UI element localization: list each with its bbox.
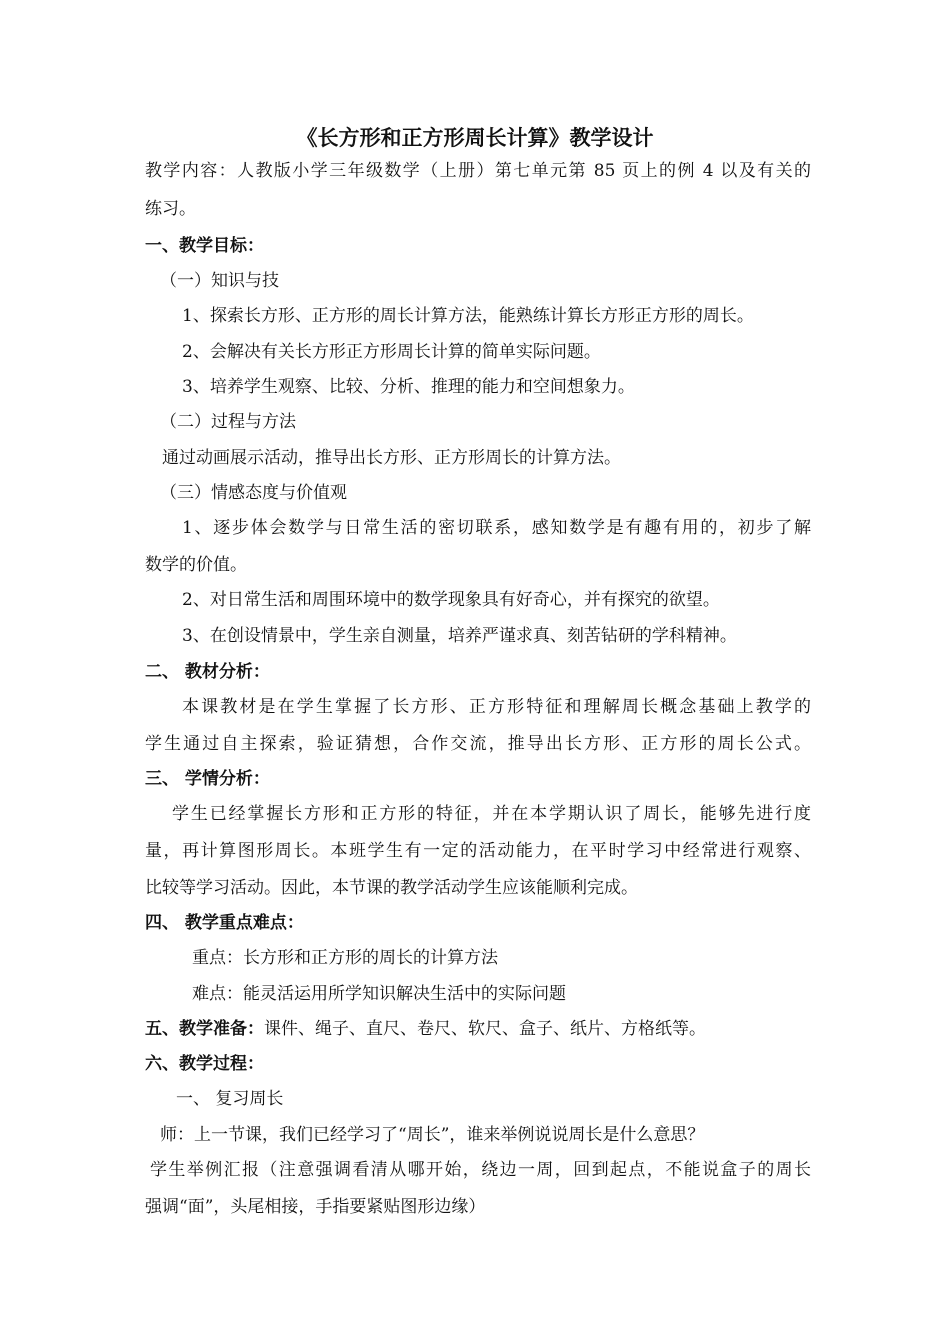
attitude-item-1-line-1: 1、逐步体会数学与日常生活的密切联系，感知数学是有趣有用的，初步了解 [182,518,811,538]
preparation-line [145,1017,811,1041]
process-step-1: 一、 复习周长 [176,1089,284,1109]
subsection-attitude: （三）情感态度与价值观 [160,483,347,503]
students-line-1: 学生已经掌握长方形和正方形的特征，并在本学期认识了周长，能够先进行度 [172,804,811,824]
knowledge-item-1: 1、探索长方形、正方形的周长计算方法，能熟练计算长方形正方形的周长。 [182,306,754,326]
attitude-item-1-line-2: 数学的价值。 [145,555,247,575]
document-title: 《长方形和正方形周长计算》教学设计 [296,125,654,150]
process-text: 通过动画展示活动，推导出长方形、正方形周长的计算方法。 [162,448,621,468]
student-report-line-2: 强调“面”，头尾相接，手指要紧贴图形边缘） [145,1197,486,1217]
material-line-1: 本课教材是在学生掌握了长方形、正方形特征和理解周长概念基础上教学的 [182,697,811,717]
material-line-2: 学生通过自主探索，验证猜想，合作交流，推导出长方形、正方形的周长公式。 [145,734,811,754]
attitude-item-3: 3、在创设情景中，学生亲自测量，培养严谨求真、刻苦钻研的学科精神。 [182,626,737,646]
teacher-question: 师：上一节课，我们已经学习了“周长”，谁来举例说说周长是什么意思？ [160,1125,705,1145]
content-line-1: 教学内容：人教版小学三年级数学（上册）第七单元第 85 页上的例 4 以及有关的 [145,161,811,181]
difficult-point: 难点：能灵活运用所学知识解决生活中的实际问题 [192,984,566,1004]
section-heading-objectives: 一、教学目标： [145,236,264,256]
section-heading-students: 三、 学情分析： [145,769,270,789]
subsection-process: （二）过程与方法 [160,412,296,432]
subsection-knowledge: （一）知识与技 [160,271,279,291]
section-heading-key-points: 四、 教学重点难点： [145,913,304,933]
students-line-2: 量，再计算图形周长。本班学生有一定的活动能力，在平时学习中经常进行观察、 [145,841,811,861]
content-line-2: 练习。 [145,199,196,219]
student-report-line-1: 学生举例汇报（注意强调看清从哪开始，绕边一周，回到起点，不能说盒子的周长 [150,1160,811,1180]
section-heading-process: 六、教学过程： [145,1054,264,1074]
attitude-item-2: 2、对日常生活和周围环境中的数学现象具有好奇心，并有探究的欲望。 [182,590,720,610]
preparation-text: 课件、绳子、直尺、卷尺、软尺、盒子、纸片、方格纸等。 [264,1019,706,1039]
section-heading-preparation: 五、教学准备： [145,1019,264,1039]
section-heading-material: 二、 教材分析： [145,662,270,682]
knowledge-item-2: 2、会解决有关长方形正方形周长计算的简单实际问题。 [182,342,601,362]
key-point: 重点：长方形和正方形的周长的计算方法 [192,948,498,968]
knowledge-item-3: 3、培养学生观察、比较、分析、推理的能力和空间想象力。 [182,377,635,397]
students-line-3: 比较等学习活动。因此，本节课的教学活动学生应该能顺利完成。 [145,878,638,898]
